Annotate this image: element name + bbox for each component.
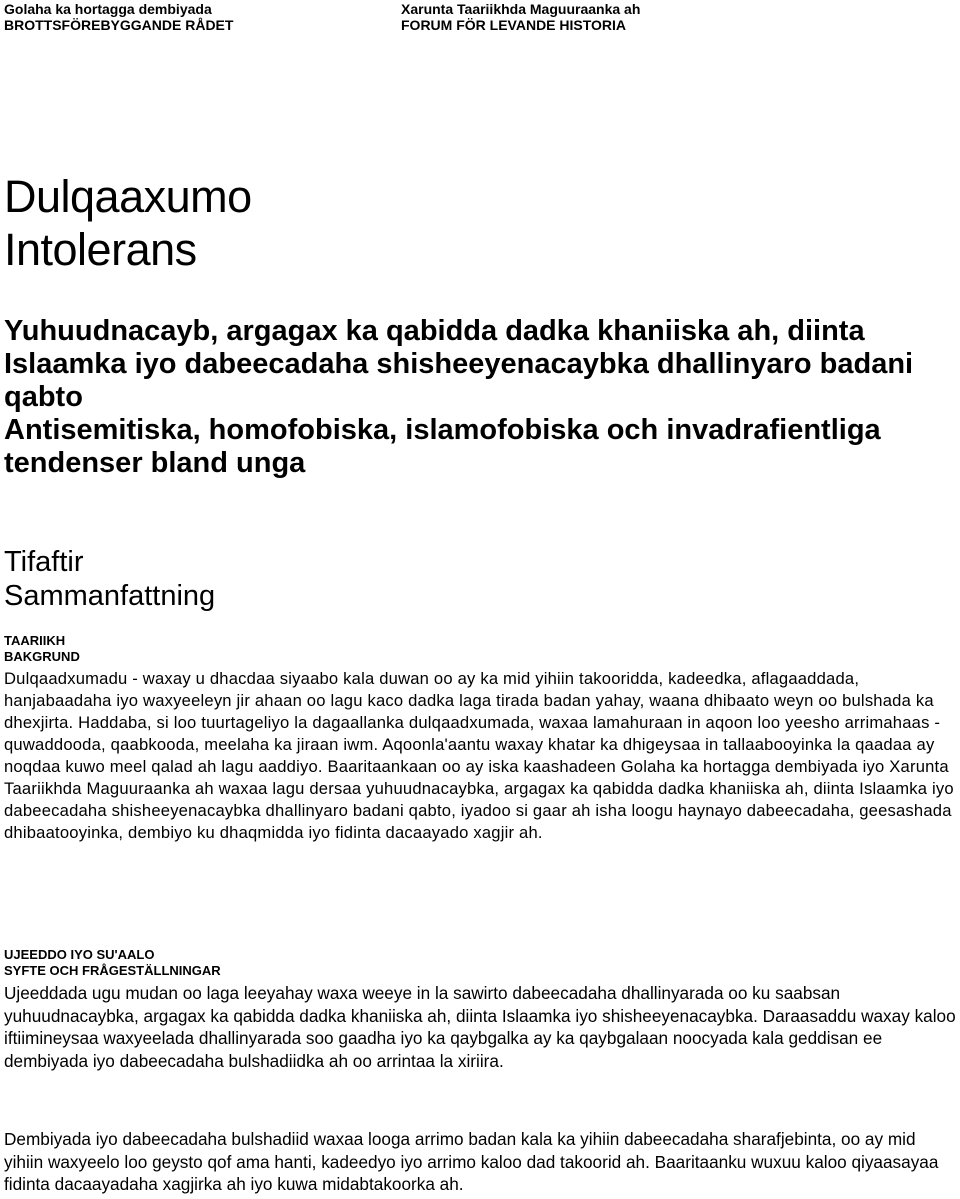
header-right-organization xyxy=(401,1,640,33)
background-label-somali: TAARIIKH xyxy=(4,633,66,648)
document-title xyxy=(4,170,252,276)
background-section xyxy=(4,633,956,844)
summary-heading-swedish: Sammanfattning xyxy=(4,580,216,612)
subtitle-somali: Yuhuudnacayb, argagax ka qabidda dadka khaniiska ah, diinta Islaamka iyo dabeecadaha shisheeyenacaybka dhallinyaro badani qabto xyxy=(4,315,914,413)
header-left-swedish-name: BROTTSFÖREBYGGANDE RÅDET xyxy=(4,17,234,33)
subtitle-swedish: Antisemitiska, homofobiska, islamofobiska och invadrafientliga tendenser bland unga xyxy=(4,414,881,479)
background-body: Dulqaadxumadu - waxay u dhacdaa siyaabo kala duwan oo ay ka mid yihiin takooridda, kadeedka, aflagaaddada, hanjabaadaha iyo waxyeeleyn jir ahaan oo lagu kaco dadka laga tirada badan yahay, waana dhibaato weyn oo bulshada ka dhexjirta. Haddaba, si loo tuurtageliyo la dagaallanka dulqaadxumada, waxaa lamahuraan in aqoon loo yeesho arrimahaas - quwaddooda, qaabkooda, meelaha ka jiraan iwm. Aqoonla'aantu waxay khatar ka dhigeysaa in tallaabooyinka la qaadaa ay noqdaa kuwo meel qalad ah lagu aaddiyo. Baaritaankaan oo ay iska kaashadeen Golaha ka hortagga dembiyada iyo Xarunta Taariikhda Maguuraanka ah waxaa lagu dersaa yuhuudnacaybka, argagax ka qabidda dadka khaniiska ah, diinta Islaamka iyo dabeecadaha shisheeyenacaybka dhallinyaro badani qabto, iyadoo si gaar ah isha loogu haynayo dabeecadaha, geesashada dhibaatooyinka, dembiyo ku dhaqmidda iyo fidinta dacaayado xagjir ah. xyxy=(4,669,954,842)
header-left-organization xyxy=(4,1,233,33)
header-left-somali-name: Golaha ka hortagga dembiyada xyxy=(4,1,212,17)
purpose-body: Ujeeddada ugu mudan oo laga leeyahay waxa weeye in la sawirto dabeecadaha dhallinyarada oo ku saabsan yuhuudnacaybka, argagax ka qabidda dadka khaniiska ah, diinta Islaamka iyo shisheeyenacaybka. Daraasaddu waxay kaloo iftiimineysaa waxyeelada dhallinyarada soo gaadha iyo ka qaybgalka ay ka qaybgalaan noocyada kala geddisan ee dembiyada iyo dabeecadaha bulshadiidka ah oo arrintaa la xiriira. xyxy=(4,983,956,1071)
title-somali: Dulqaaxumo xyxy=(4,171,252,222)
purpose-label-swedish: SYFTE OCH FRÅGESTÄLLNINGAR xyxy=(4,963,221,978)
header-right-swedish-name: FORUM FÖR LEVANDE HISTORIA xyxy=(401,17,627,33)
document-subtitle xyxy=(4,315,954,480)
title-swedish: Intolerans xyxy=(4,224,197,275)
header-right-somali-name: Xarunta Taariikhda Maguuraanka ah xyxy=(401,1,641,17)
closing-paragraph: Dembiyada iyo dabeecadaha bulshadiid waxaa looga arrimo badan kala ka yihiin dabeecadaha sharafjebinta, oo ay mid yihiin waxyeelo loo geysto qof ama hanti, kadeedyo iyo arrimo kaloo dad takoorid ah. Baaritaanku wuxuu kaloo qiyaasayaa fidinta dacaayadaha xagjirka ah iyo kuwa midabtakoorka ah. xyxy=(4,1129,939,1194)
purpose-label-somali: UJEEDDO IYO SU'AALO xyxy=(4,947,155,962)
summary-heading-somali: Tifaftir xyxy=(4,546,84,578)
summary-heading xyxy=(4,545,215,613)
purpose-section xyxy=(4,947,956,1072)
page-header xyxy=(0,0,960,40)
background-label-swedish: BAKGRUND xyxy=(4,649,80,664)
